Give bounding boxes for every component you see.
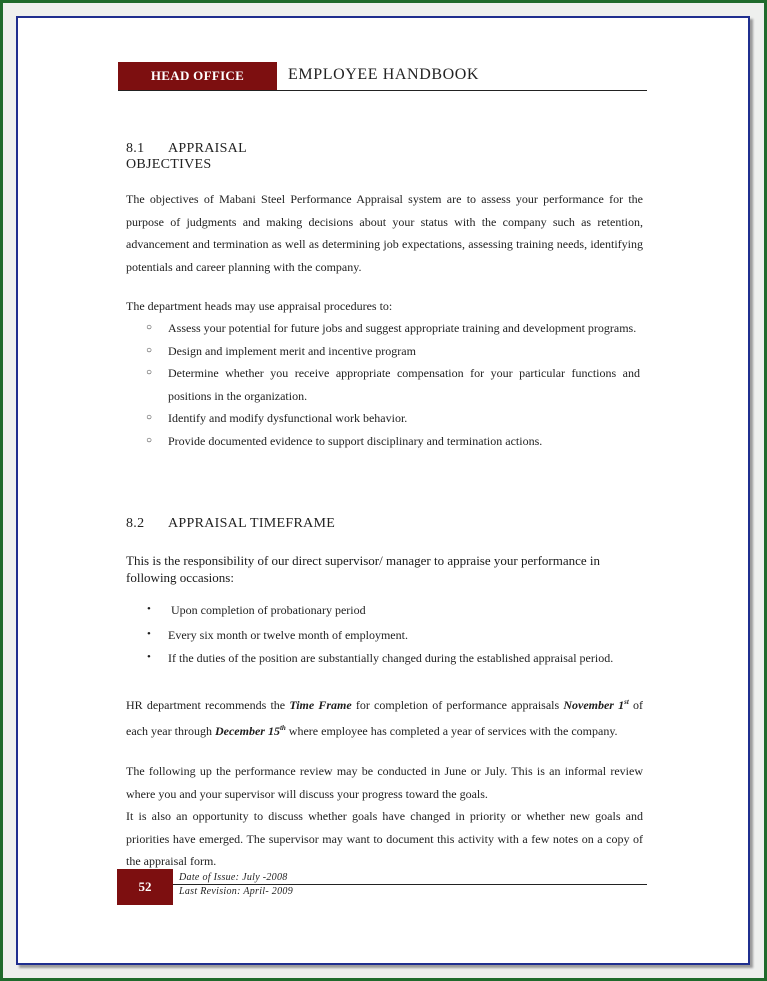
section-heading-8-2 (126, 516, 335, 532)
procedures-list (126, 317, 640, 452)
hollow-bullet-icon: ○ (146, 344, 153, 356)
start-date: November 1 (563, 698, 625, 712)
list-item: • Every six month or twelve month of employment. (126, 624, 638, 647)
list-item: ○ Determine whether you receive appropriate compensation for your particular functions and positions in the organization. (126, 362, 640, 407)
occasions-list (126, 599, 638, 670)
section-number: 8.2 (126, 516, 145, 531)
list-item: ○ Design and implement merit and incentive program (126, 340, 640, 363)
section-heading-8-1 (126, 141, 346, 173)
end-date: December 15 (214, 724, 280, 738)
section-number: 8.1 (126, 141, 145, 156)
bullet-icon: • (147, 651, 151, 663)
objectives-paragraph: The objectives of Mabani Steel Performance Appraisal system are to assess your performance for the purpose of judgments and making decisions about your status with the company such as retention, advancement and termination as well as determining job expectations, assessing training needs, identifying potentials and career planning with the company. (126, 192, 643, 274)
timeframe-intro: This is the responsibility of our direct supervisor/ manager to appraise your performance in following occasions: (126, 553, 601, 585)
section-title: APPRAISAL TIMEFRAME (168, 516, 336, 531)
list-item: ○ Assess your potential for future jobs and suggest appropriate training and development programs. (126, 317, 640, 340)
hollow-bullet-icon: ○ (146, 434, 153, 446)
hollow-bullet-icon: ○ (146, 412, 153, 423)
bullet-icon: • (147, 603, 151, 615)
header-divider (118, 90, 647, 91)
list-item: • If the duties of the position are substantially changed during the established appraisal period. (126, 647, 638, 670)
hollow-bullet-icon: ○ (146, 322, 153, 333)
last-revision: Last Revision: April- 2009 (179, 886, 294, 897)
date-of-issue: Date of Issue: July -2008 (179, 872, 288, 883)
section-title-line2: OBJECTIVES (126, 157, 212, 172)
hollow-bullet-icon: ○ (146, 367, 153, 378)
list-item: • Upon completion of probationary period (126, 599, 638, 622)
section-title: APPRAISAL (168, 141, 247, 156)
list-item: ○ Provide documented evidence to support disciplinary and termination actions. (126, 430, 640, 453)
review-paragraph: The following up the performance review may be conducted in June or July. This is an informal review where you and your supervisor will discuss your progress toward the goals. (126, 764, 643, 801)
head-office-label: HEAD OFFICE (118, 62, 277, 90)
page-number: 52 (117, 869, 173, 905)
page-title: EMPLOYEE HANDBOOK (288, 66, 480, 83)
list-item: ○ Identify and modify dysfunctional work behavior. (126, 407, 640, 430)
procedures-intro: The department heads may use appraisal procedures to: (126, 299, 393, 313)
goals-paragraph: It is also an opportunity to discuss whether goals have changed in priority or whether new goals and priorities have emerged. The supervisor may want to document this activity with a few notes on a copy of the appraisal form. (126, 809, 643, 868)
timeframe-paragraph: HR department recommends the Time Frame for completion of performance appraisals November 1st of each year through December 15th where employee has completed a year of services with the company. (126, 698, 643, 738)
bullet-icon: • (147, 627, 151, 640)
footer-divider (173, 884, 647, 885)
time-frame-emphasis: Time Frame (289, 698, 352, 712)
